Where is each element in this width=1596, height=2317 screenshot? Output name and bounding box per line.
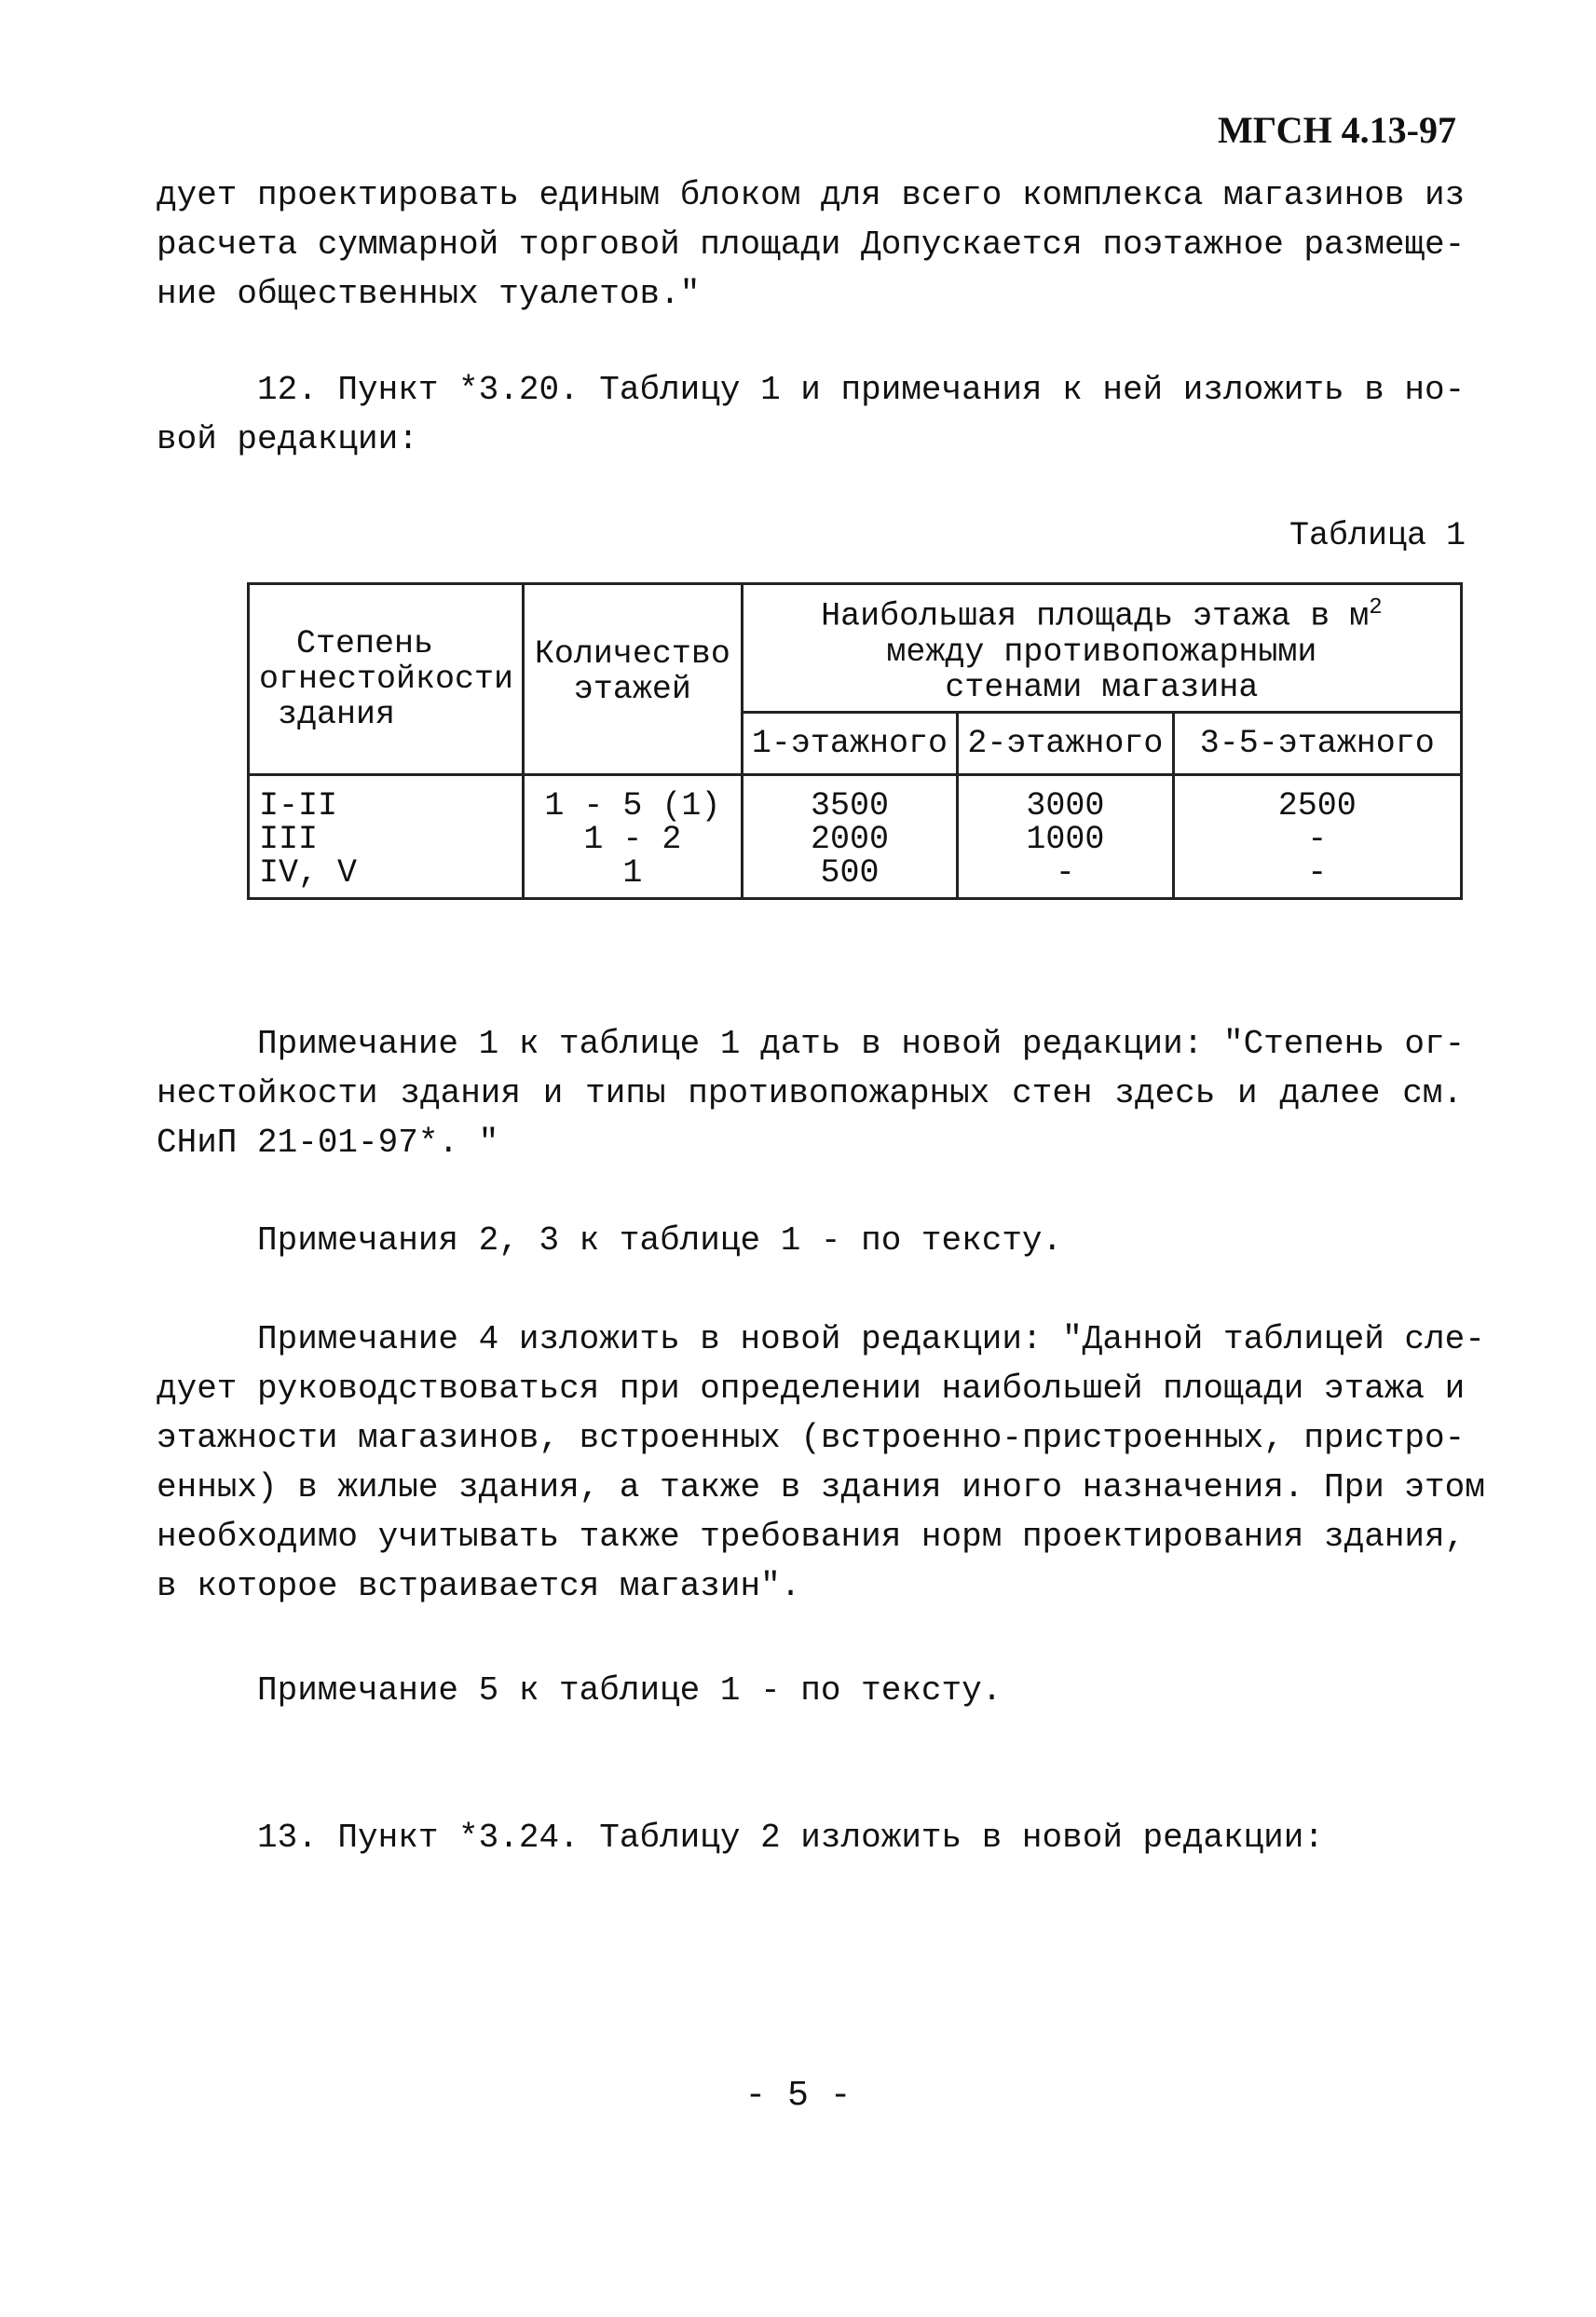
text-line: необходимо учитывать также требования норм проектирования здания, [157, 1518, 1466, 1556]
text-line: 12. Пункт *3.20. Таблицу 1 и примечания к ней изложить в но- [257, 371, 1466, 409]
text-line: этажности магазинов, встроенных (встроенно-пристроенных, пристро- [157, 1419, 1466, 1457]
header-max-floor-area: Наибольшая площадь этажа в $м^2$ между противопожарными стенами магазина [742, 584, 1461, 713]
subheader-one-floor: 1-этажного [742, 712, 957, 774]
table-caption: Таблица 1 [1289, 517, 1466, 554]
text-line: ние общественных туалетов." [157, 275, 701, 313]
document-code: МГСН 4.13-97 [1218, 109, 1456, 151]
cell-one-floor: 3500 2000 500 [742, 774, 957, 898]
text-line: Примечание 4 изложить в новой редакции: "Данной таблицей сле- [257, 1320, 1485, 1358]
paragraph-item-13 [157, 1813, 1463, 1862]
note-5 [157, 1666, 1463, 1715]
text-line: расчета суммарной торговой площади Допускается поэтажное размеще- [157, 225, 1466, 264]
text-line: енных) в жилые здания, а также в здания иного назначения. При этом [157, 1468, 1485, 1506]
subheader-two-floor: 2-этажного [958, 712, 1173, 774]
header-floor-count: Количество этажей [523, 584, 742, 775]
text-line: нестойкости здания и типы противопожарных стен здесь и далее см. [157, 1074, 1463, 1112]
text-line: дует руководствоваться при определении наибольшей площади этажа и [157, 1370, 1466, 1408]
text-line: 13. Пункт *3.24. Таблицу 2 изложить в новой редакции: [257, 1819, 1324, 1857]
table-header-row [249, 584, 1462, 713]
page-number: - 5 - [744, 2076, 852, 2116]
note-4 [157, 1315, 1485, 1611]
cell-floors: 1 - 5 (1) 1 - 2 1 [523, 774, 742, 898]
note-1 [157, 1019, 1466, 1167]
subheader-three-five-floor: 3-5-этажного [1173, 712, 1461, 774]
paragraph-item-12 [157, 365, 1466, 464]
note-2-3 [157, 1216, 1463, 1265]
cell-three-five-floor: 2500 - - [1173, 774, 1461, 898]
fire-resistance-table [247, 582, 1463, 900]
cell-two-floor: 3000 1000 - [958, 774, 1173, 898]
text-line: Примечания 2, 3 к таблице 1 - по тексту. [257, 1221, 1063, 1260]
text-line: Примечание 5 к таблице 1 - по тексту. [257, 1671, 1003, 1710]
text-line: дует проектировать единым блоком для всего комплекса магазинов из [157, 176, 1466, 214]
text-line: Примечание 1 к таблице 1 дать в новой редакции: "Степень ог- [257, 1025, 1466, 1063]
text-line: в которое встраивается магазин". [157, 1567, 801, 1605]
table-row [249, 774, 1462, 898]
text-line: вой редакции: [157, 420, 418, 458]
text-line: СНиП 21-01-97*. " [157, 1124, 499, 1162]
cell-degree: I-II III IV, V [249, 774, 524, 898]
header-fire-resistance-degree: Степень огнестойкости здания [249, 584, 524, 775]
paragraph-continuation [157, 170, 1466, 319]
